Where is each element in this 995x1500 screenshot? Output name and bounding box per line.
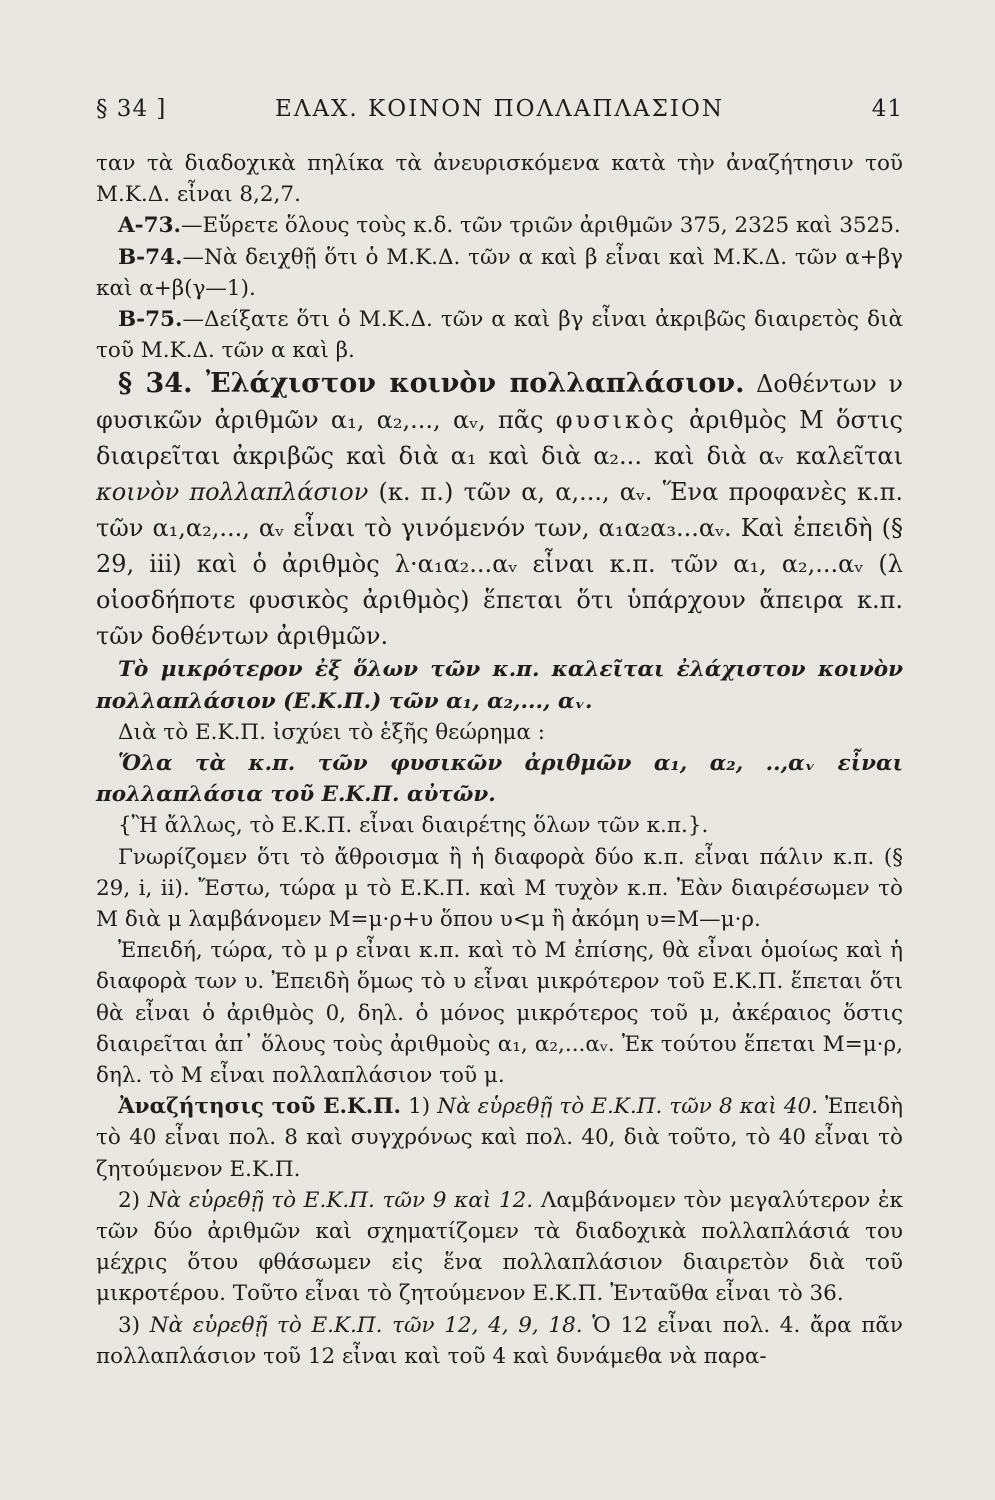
theorem-alternative: {Ἢ ἄλλως, τὸ Ε.Κ.Π. εἶναι διαιρέτης ὅλων τῶν κ.π.}.: [118, 813, 709, 839]
section-34: [96, 366, 903, 654]
example-number: 2): [118, 1187, 141, 1213]
example-task: Νὰ εὑρεθῇ τὸ Ε.Κ.Π. τῶν 8 καὶ 40.: [437, 1094, 819, 1120]
theorem-statement: Ὅλα τὰ κ.π. τῶν φυσικῶν ἀριθμῶν α₁, α₂, ..,αᵥ εἶναι πολλαπλάσια τοῦ Ε.Κ.Π. αὐτῶν.: [96, 751, 903, 808]
section-heading: § 34. Ἐλάχιστον κοινὸν πολλαπλάσιον.: [118, 368, 745, 400]
section-reference: § 34 ]: [96, 96, 167, 122]
page-body: [96, 148, 903, 1372]
example-number: 1): [408, 1094, 431, 1120]
theorem-intro: Διὰ τὸ Ε.Κ.Π. ἰσχύει τὸ ἑξῆς θεώρημα :: [118, 719, 545, 745]
problem-text: —Δείξατε ὅτι ὁ Μ.Κ.Δ. τῶν α καὶ βγ εἶναι ἀκριβῶς διαιρετὸς διὰ τοῦ Μ.Κ.Δ. τῶν α καὶ β.: [96, 307, 903, 364]
problem-b74: [96, 242, 903, 304]
problem-label: Β-74.: [118, 244, 183, 270]
running-title: ΕΛΑΧ. ΚΟΙΝΟΝ ΠΟΛΛΑΠΛΑΣΙΟΝ: [275, 96, 724, 122]
section-text: ἀριθμὸς Μ ὅστις διαιρεῖται ἀκριβῶς καὶ διὰ α₁ καὶ διὰ α₂... καὶ διὰ αᵥ καλεῖται: [96, 406, 903, 471]
search-example-2: [96, 1185, 903, 1310]
intro-paragraph: ταν τὰ διαδοχικὰ πηλίκα τὰ ἀνευρισκόμενα κατὰ τὴν ἀναζήτησιν τοῦ Μ.Κ.Δ. εἶναι 8,2,7.: [96, 151, 903, 208]
problem-label: Β-75.: [118, 307, 183, 333]
example-text: Λαμβάνομεν τὸν μεγαλύτερον ἐκ τῶν δύο ἀριθμῶν καὶ σχηματίζομεν τὰ διαδοχικὰ πολλαπλάσιά του μέχρις ὅτου φθάσωμεν εἰς ἕνα πολλαπλάσιον διαιρετὸν διὰ τοῦ μικροτέρου. Τοῦτο εἶναι τὸ ζητούμενον Ε.Κ.Π. Ἐνταῦθα εἶναι τὸ 36.: [96, 1187, 903, 1307]
section-spaced-word: φυσικὸς: [555, 406, 677, 435]
page-number: 41: [871, 96, 903, 122]
problem-text: —Νὰ δειχθῇ ὅτι ὁ Μ.Κ.Δ. τῶν α καὶ β εἶναι καὶ Μ.Κ.Δ. τῶν α+βγ καὶ α+β(γ—1).: [96, 244, 903, 301]
example-task: Νὰ εὑρεθῇ τὸ Ε.Κ.Π. τῶν 12, 4, 9, 18.: [149, 1312, 583, 1338]
section-text: Δοθέντων ν φυσικῶν ἀριθμῶν α₁, α₂,..., αᵥ, πᾶς: [96, 370, 903, 435]
problem-label: Α-73.: [118, 213, 182, 239]
problem-text: —Εὕρετε ὅλους τοὺς κ.δ. τῶν τριῶν ἀριθμῶν 375, 2325 καὶ 3525.: [181, 213, 901, 239]
proof-paragraph-2: Ἐπειδή, τώρα, τὸ μ ρ εἶναι κ.π. καὶ τὸ Μ ἐπίσης, θὰ εἶναι ὁμοίως καὶ ἡ διαφορὰ των υ. Ἐπειδὴ ὅμως τὸ υ εἶναι μικρότερον τοῦ Ε.Κ.Π. ἕπεται ὅτι θὰ εἶναι ὁ ἀριθμὸς 0, δηλ. ὁ μόνος μικρότερος τοῦ μ, ἀκέραιος ὅστις διαιρεῖται ἀπ᾽ ὅλους τοὺς ἀριθμοὺς α₁, α₂,...αᵥ. Ἐκ τούτου ἕπεται Μ=μ·ρ, δηλ. τὸ Μ εἶναι πολλαπλάσιον τοῦ μ.: [96, 938, 903, 1089]
search-example-1: [96, 1091, 903, 1185]
example-task: Νὰ εὑρεθῇ τὸ Ε.Κ.Π. τῶν 9 καὶ 12.: [147, 1187, 534, 1213]
page-header: [96, 96, 903, 122]
example-text: Ὁ 12 εἶναι πολ. 4. ἄρα πᾶν πολλαπλάσιον τοῦ 12 εἶναι καὶ τοῦ 4 καὶ δυνάμεθα νὰ παρα-: [96, 1312, 904, 1369]
proof-paragraph-1: Γνωρίζομεν ὅτι τὸ ἄθροισμα ἢ ἡ διαφορὰ δύο κ.π. εἶναι πάλιν κ.π. (§ 29, i, ii). Ἔστω, τώρα μ τὸ Ε.Κ.Π. καὶ Μ τυχὸν κ.π. Ἐὰν διαιρέσωμεν τὸ Μ διὰ μ λαμβάνομεν Μ=μ·ρ+υ ὅπου υ<μ ἢ ἀκόμη υ=Μ—μ·ρ.: [96, 844, 903, 933]
search-heading: Ἀναζήτησις τοῦ Ε.Κ.Π.: [118, 1094, 401, 1120]
definition: Τὸ μικρότερον ἐξ ὅλων τῶν κ.π. καλεῖται ἐλάχιστον κοινὸν πολλαπλάσιον (Ε.Κ.Π.) τῶν α₁, α₂,..., αᵥ.: [96, 657, 903, 714]
section-text: (κ. π.) τῶν α, α,..., αᵥ. Ἕνα προφανὲς κ.π. τῶν α₁,α₂,..., αᵥ εἶναι τὸ γινόμενόν των, α₁α₂α₃...αᵥ. Καὶ ἐπειδὴ (§ 29, iii) καὶ ὁ ἀριθμὸς λ·α₁α₂...αᵥ εἶναι κ.π. τῶν α₁, α₂,...αᵥ (λ οἱοσδήποτε φυσικὸς ἀριθμὸς) ἕπεται ὅτι ὑπάρχουν ἄπειρα κ.π. τῶν δοθέντων ἀριθμῶν.: [96, 478, 904, 651]
problem-b75: [96, 304, 903, 366]
search-example-3: [96, 1310, 903, 1372]
example-number: 3): [118, 1312, 141, 1338]
example-text: Ἐπειδὴ τὸ 40 εἶναι πολ. 8 καὶ συγχρόνως καὶ πολ. 40, διὰ τοῦτο, τὸ 40 εἶναι τὸ ζητούμενον Ε.Κ.Π.: [96, 1094, 904, 1182]
problem-a73: [96, 210, 903, 241]
section-term: κοινὸν πολλαπλάσιον: [96, 478, 369, 507]
